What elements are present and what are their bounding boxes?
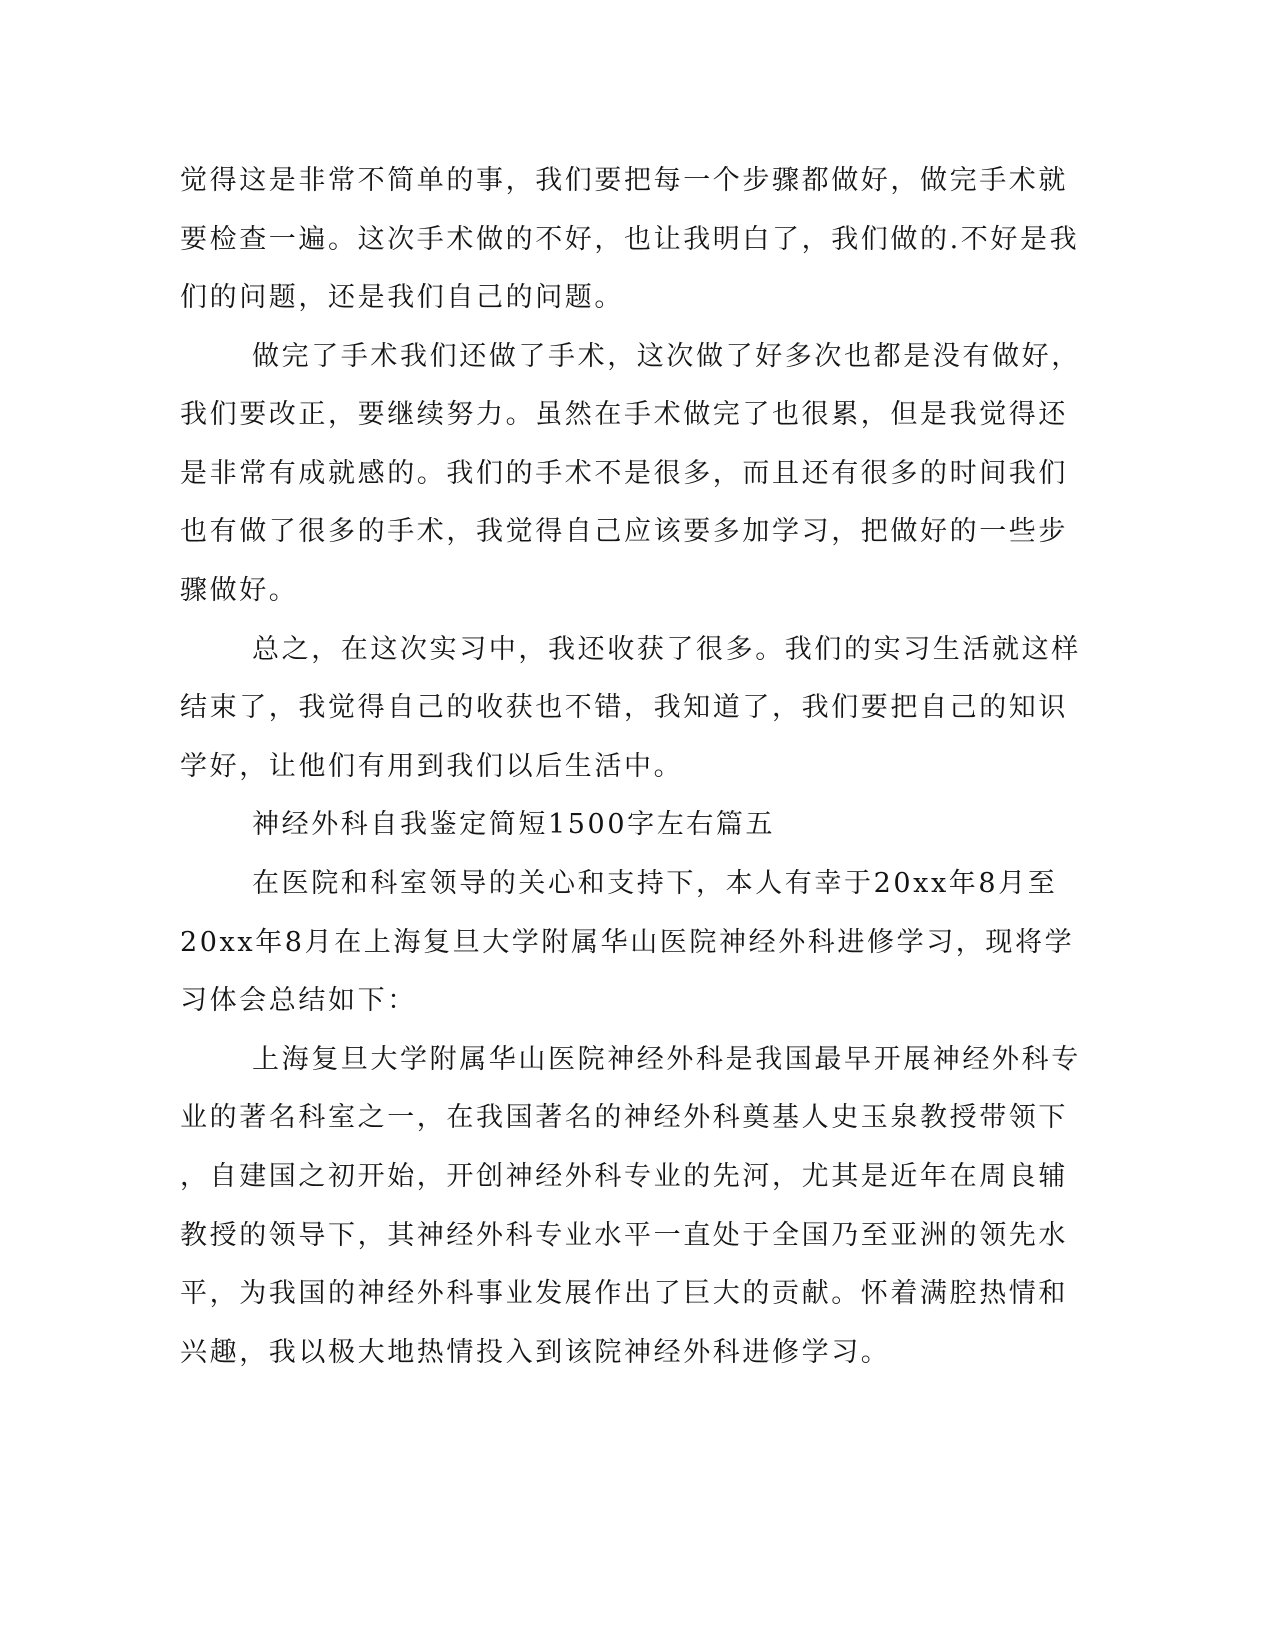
text-line: 学好，让他们有用到我们以后生活中。 xyxy=(180,751,684,782)
text-line: 业的著名科室之一，在我国著名的神经外科奠基人史玉泉教授带领下 xyxy=(180,1102,1068,1133)
text-line: 觉得这是非常不简单的事，我们要把每一个步骤都做好，做完手术就 xyxy=(180,165,1068,196)
text-line: 上海复旦大学附属华山医院神经外科是我国最早开展神经外科专 xyxy=(252,1044,1081,1075)
text-line: 结束了，我觉得自己的收获也不错，我知道了，我们要把自己的知识 xyxy=(180,692,1068,723)
text-line: 也有做了很多的手术，我觉得自己应该要多加学习，把做好的一些步 xyxy=(180,516,1068,547)
text-line: 20xx年8月在上海复旦大学附属华山医院神经外科进修学习，现将学 xyxy=(180,927,1075,958)
text-line: 教授的领导下，其神经外科专业水平一直处于全国乃至亚洲的领先水 xyxy=(180,1220,1068,1251)
text-line: ，自建国之初开始，开创神经外科专业的先河，尤其是近年在周良辅 xyxy=(180,1161,1068,1192)
section-heading: 神经外科自我鉴定简短1500字左右篇五 xyxy=(252,809,776,840)
text-line: 是非常有成就感的。我们的手术不是很多，而且还有很多的时间我们 xyxy=(180,458,1068,489)
text-line: 骤做好。 xyxy=(180,575,299,606)
text-line: 平，为我国的神经外科事业发展作出了巨大的贡献。怀着满腔热情和 xyxy=(180,1278,1068,1309)
text-line: 总之，在这次实习中，我还收获了很多。我们的实习生活就这样 xyxy=(252,634,1081,665)
text-line: 要检查一遍。这次手术做的不好，也让我明白了，我们做的.不好是我 xyxy=(180,224,1080,255)
text-line: 兴趣，我以极大地热情投入到该院神经外科进修学习。 xyxy=(180,1337,891,1368)
text-line: 习体会总结如下： xyxy=(180,985,417,1016)
text-line: 在医院和科室领导的关心和支持下，本人有幸于20xx年8月至 xyxy=(252,868,1058,899)
text-line: 们的问题，还是我们自己的问题。 xyxy=(180,282,624,313)
text-line: 做完了手术我们还做了手术，这次做了好多次也都是没有做好， xyxy=(252,341,1081,372)
text-line: 我们要改正，要继续努力。虽然在手术做完了也很累，但是我觉得还 xyxy=(180,399,1068,430)
